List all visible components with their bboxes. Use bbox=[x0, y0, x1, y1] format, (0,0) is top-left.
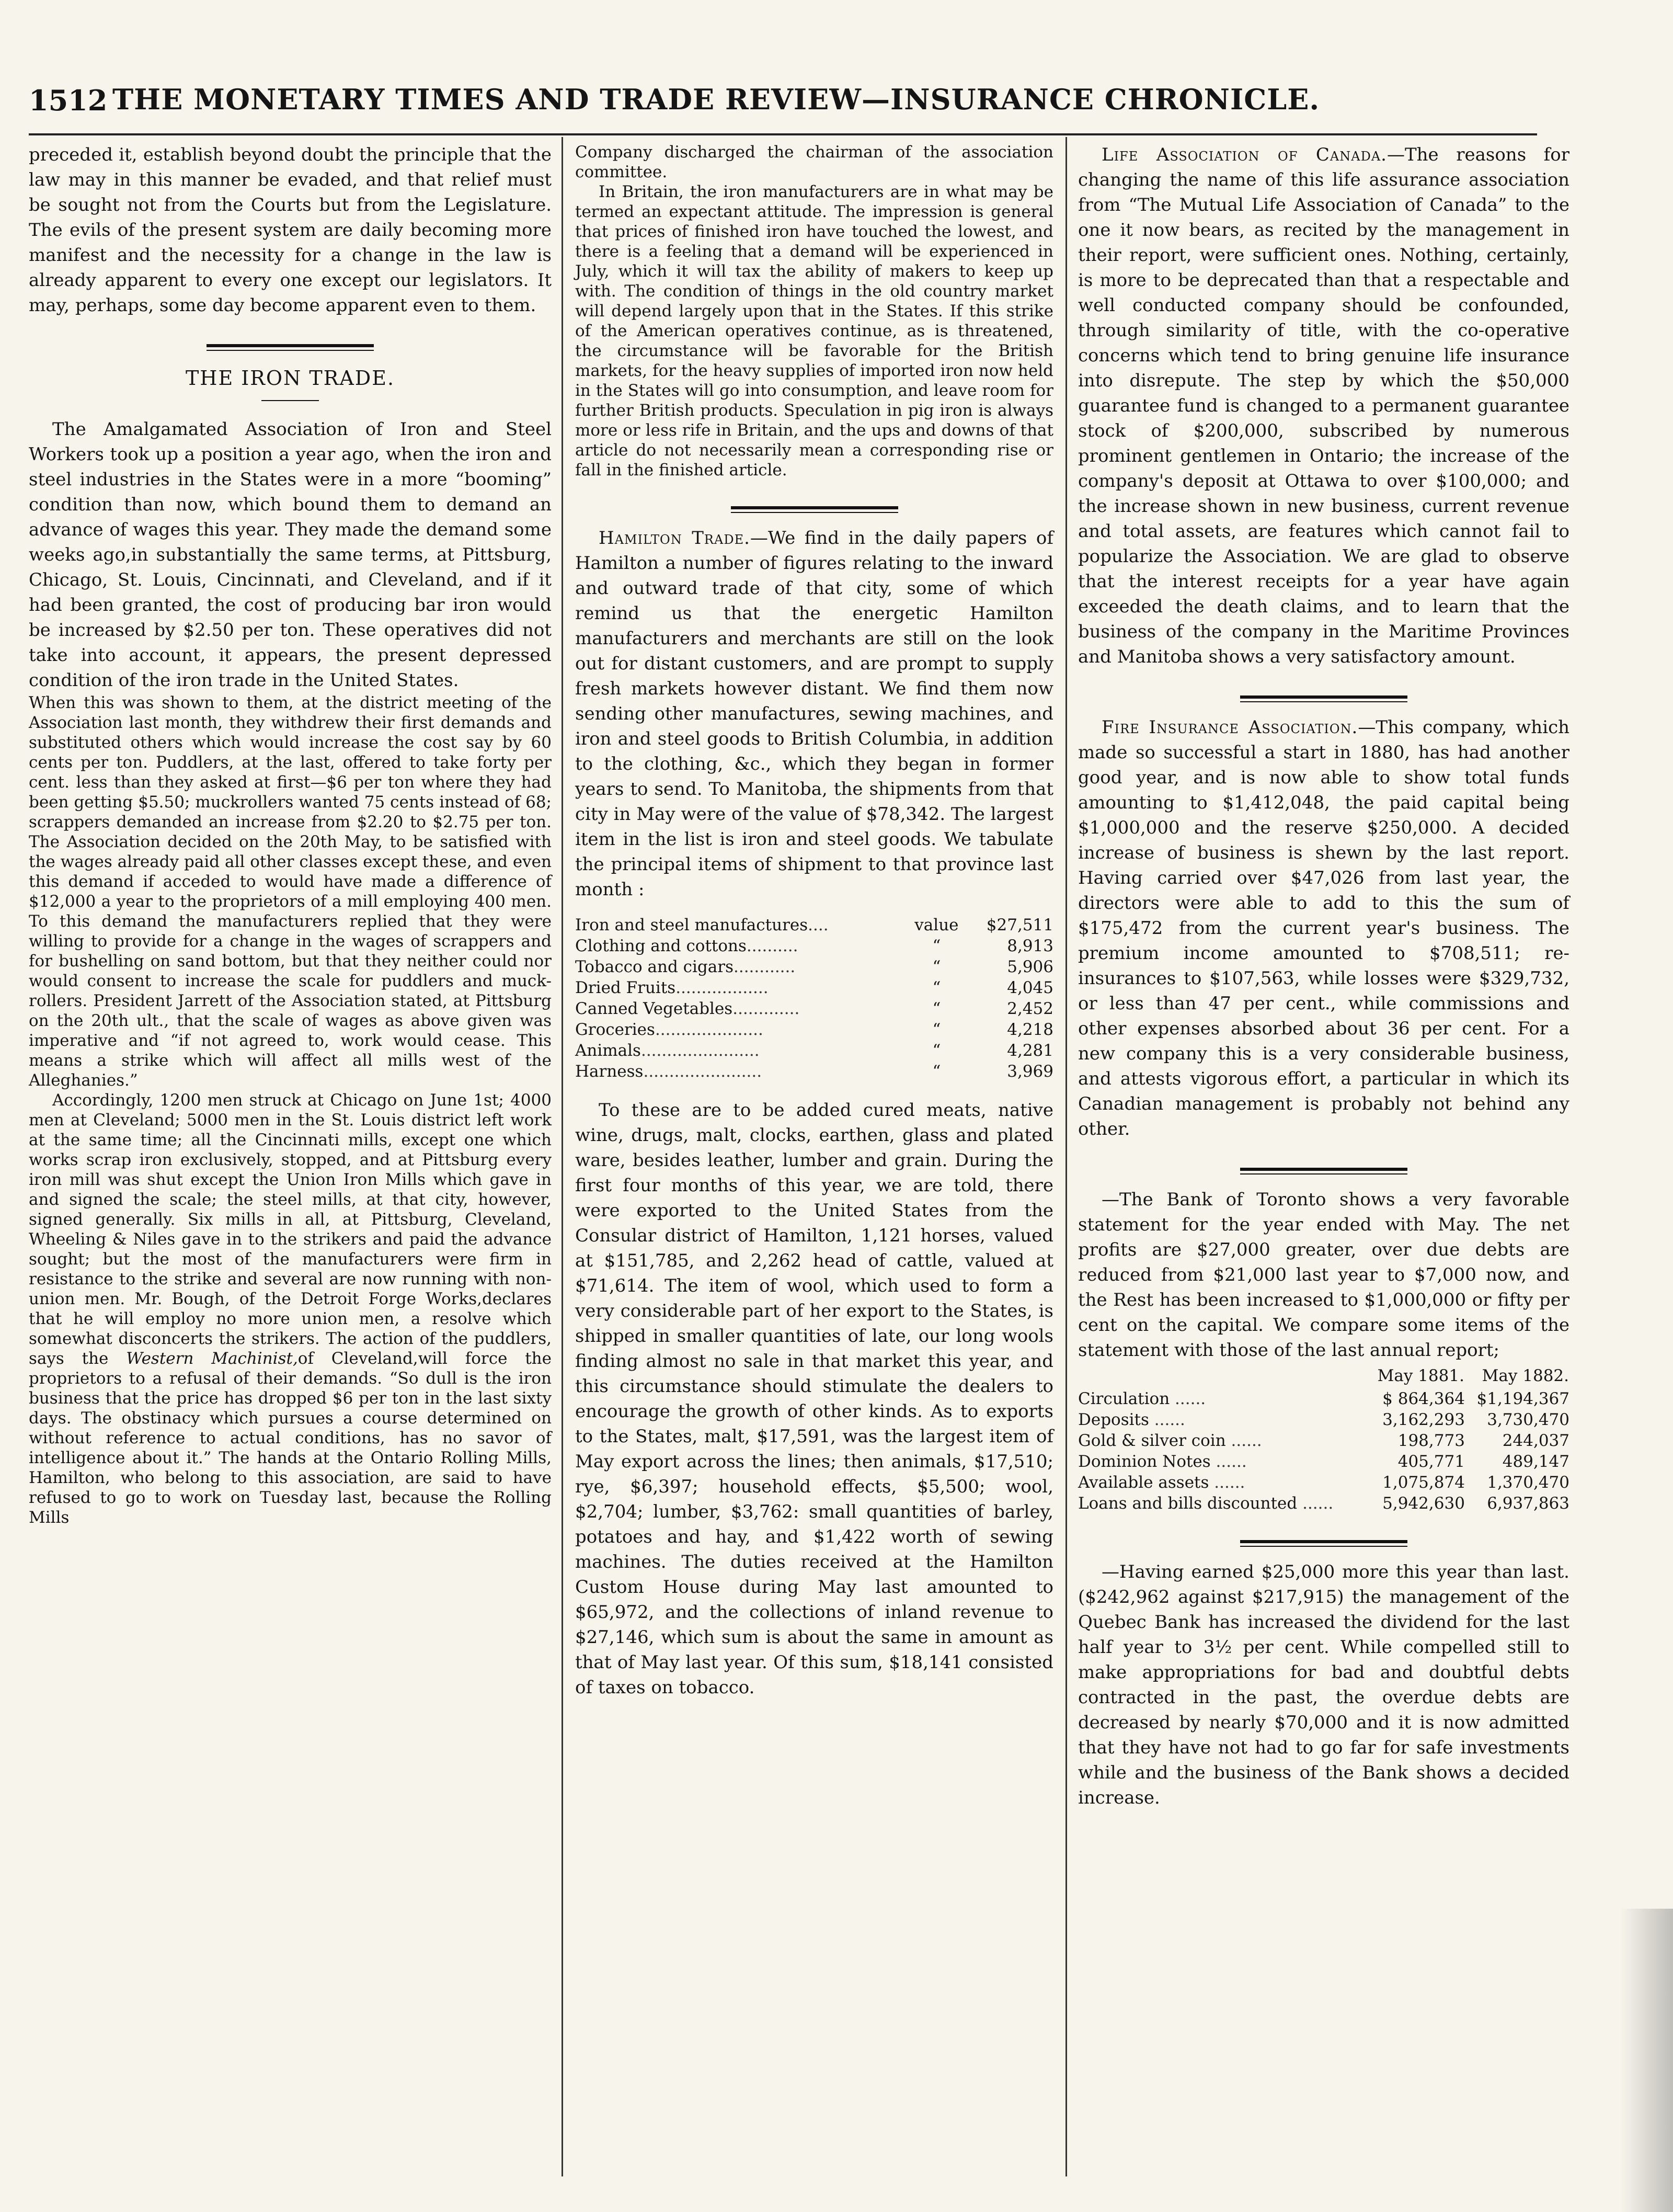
bank-of-toronto-paragraph: —The Bank of Toronto shows a very favorable statement for the year ended with May. The net profits are $27,000 greater, over due debts are reduced from $21,000 last year to $7,000 now, and the Rest has been increased to $1,000,000 or fifty per cent on the capital. We compare some items of the statement with those of the last annual report; bbox=[1078, 1189, 1569, 1361]
shipment-row bbox=[575, 956, 1053, 977]
life-association-paragraph bbox=[1078, 142, 1569, 669]
iron-paragraph-1: The Amalgamated Association of Iron and Steel Workers took up a position a year ago, when the iron and steel industries in the States were in a more “booming” condition than now, which bound them to demand an advance of wages this year. They made the demand some weeks ago,in substantially the same terms, at Pittsburg, Chicago, St. Louis, Cincinnati, and Cleveland, and if it had been granted, the cost of producing bar iron would be increased by $2.50 per ton. These operatives did not take into account, it appears, the present depressed condition of the iron trade in the United States. bbox=[29, 419, 552, 691]
page-header bbox=[29, 78, 1336, 136]
western-machinist-title: Western Machinist, bbox=[126, 1349, 298, 1368]
heading-rule bbox=[261, 400, 319, 401]
shipment-amount: 8,913 bbox=[1007, 937, 1053, 955]
shipment-mark: “ bbox=[932, 999, 941, 1018]
bank-item: Circulation ...... bbox=[1078, 1389, 1206, 1408]
shipment-row bbox=[575, 998, 1053, 1019]
bank-item: Gold & silver coin ...... bbox=[1078, 1431, 1262, 1450]
quebec-bank-paragraph: —Having earned $25,000 more this year than last. ($242,962 against $217,915) the management of the Quebec Bank has increased the dividend for the last half year to 3½ per cent. While compelled still to make appropriations for bad and doubtful debts contracted in the past, the overdue debts are decreased by nearly $70,000 and it is now admitted that they have not had to go far for safe investments while and the business of the Bank shows a decided increase. bbox=[1078, 1561, 1569, 1808]
shipment-item: Clothing and cottons.......... bbox=[575, 937, 798, 955]
bank-row bbox=[1078, 1472, 1569, 1493]
britain-paragraph: In Britain, the iron manufacturers are in what may be termed an expectant attitude. The impression is general that prices of finished iron have touched the lowest, and there is a feeling that a demand will be experienced in July, which it will tax the ability of makers to keep up with. The condition of things in the old country market will depend largely upon that in the States. If this strike of the American operatives continue, as is threatened, the circumstance will be favorable for the British markets, for the heavy supplies of imported iron now held in the States will go into consumption, and leave room for further British products. Speculation in pig iron is always more or less rife in Britain, and the ups and downs of that article do not necessarily mean a corresponding rise or fall in the finished article. bbox=[575, 183, 1053, 480]
bank-value-1882: 3,730,470 bbox=[1487, 1410, 1569, 1429]
iron-trade-heading: THE IRON TRADE. bbox=[185, 367, 395, 390]
shipment-item: Dried Fruits.................. bbox=[575, 978, 769, 997]
fire-insurance-paragraph bbox=[1078, 715, 1569, 1142]
column-divider-1 bbox=[562, 137, 563, 2176]
bank-table-blank-header bbox=[1078, 1365, 1366, 1388]
bank-col-1882: May 1882. bbox=[1482, 1366, 1569, 1385]
bank-value-1882: 489,147 bbox=[1502, 1452, 1569, 1471]
section-rule bbox=[207, 344, 374, 351]
shipment-amount: $27,511 bbox=[986, 916, 1053, 934]
fire-insurance-heading: Fire Insurance Association. bbox=[1102, 717, 1358, 738]
column-2 bbox=[575, 142, 1053, 1700]
shipment-row bbox=[575, 936, 1053, 956]
bank-statement-table bbox=[1078, 1365, 1569, 1514]
bank-item: Dominion Notes ...... bbox=[1078, 1452, 1247, 1471]
bank-value-1882: 244,037 bbox=[1502, 1431, 1569, 1450]
bank-row bbox=[1078, 1430, 1569, 1451]
shipments-table bbox=[575, 915, 1053, 1082]
shipment-item: Harness....................... bbox=[575, 1062, 762, 1081]
shipment-amount: 5,906 bbox=[1007, 957, 1053, 976]
shipment-row bbox=[575, 1061, 1053, 1082]
shipment-amount: 4,281 bbox=[1007, 1041, 1053, 1060]
bank-value-1881: 3,162,293 bbox=[1382, 1410, 1465, 1429]
shipment-item: Groceries..................... bbox=[575, 1020, 763, 1039]
bank-value-1881: 405,771 bbox=[1397, 1452, 1465, 1471]
section-rule bbox=[1240, 695, 1407, 702]
journal-title: THE MONETARY TIMES AND TRADE REVIEW—INSURANCE CHRONICLE. bbox=[112, 83, 1320, 116]
shipment-mark: “ bbox=[932, 1062, 941, 1081]
life-association-text: —The reasons for changing the name of this life assurance association from “The Mutual Life Association of Canada” to the one it now bears, as recited by the management in their report, were sufficient ones. Nothing, certainly, is more to be deprecated than that a respectable and well conducted company should be confounded, through similarity of title, with the co-operative concerns which tend to bring genuine life insurance into disrepute. The step by which the $50,000 guarantee fund is changed to a permanent guarantee stock of $200,000, subscribed by numerous prominent gentlemen in Ontario; the increase of the company's deposit at Ottawa to over $100,000; and the increase shown in new business, current revenue and total assets, are features which cannot fail to popularize the Association. We are glad to observe that the interest receipts for a year have again exceeded the death claims, and to learn that the business of the company in the Maritime Provinces and Manitoba shows a very satisfactory amount. bbox=[1078, 144, 1569, 667]
bank-item: Deposits ...... bbox=[1078, 1410, 1185, 1429]
column-3 bbox=[1078, 142, 1569, 1810]
scan-edge-shadow bbox=[1621, 1909, 1673, 2212]
shipment-mark: “ bbox=[932, 957, 941, 976]
bank-value-1882: 6,937,863 bbox=[1487, 1494, 1569, 1513]
shipment-row bbox=[575, 1040, 1053, 1061]
iron-paragraph-3 bbox=[29, 1090, 552, 1527]
section-rule bbox=[1240, 1540, 1407, 1547]
shipment-item: Canned Vegetables............. bbox=[575, 999, 800, 1018]
shipment-row bbox=[575, 1019, 1053, 1040]
bank-value-1881: $ 864,364 bbox=[1382, 1389, 1465, 1408]
bank-col-1881: May 1881. bbox=[1377, 1366, 1464, 1385]
shipment-amount: 4,218 bbox=[1007, 1020, 1053, 1039]
shipment-item: Animals....................... bbox=[575, 1041, 760, 1060]
iron-paragraph-3-tail: of Cleveland,will force the proprietors to a refusal of their demands. “So dull is the iron business that the price has dropped $6 per ton in the last sixty days. The obstinacy which pursues a course determined on without reference to actual conditions, has no savor of intelligence about it.” The hands at the Ontario Rolling Mills, Hamilton, who belong to this association, are said to have refused to go to work on Tuesday last, because the Rolling Mills bbox=[29, 1349, 552, 1527]
shipment-item: Tobacco and cigars............ bbox=[575, 957, 796, 976]
bank-item: Loans and bills discounted ...... bbox=[1078, 1494, 1334, 1513]
iron-paragraph-2: When this was shown to them, at the district meeting of the Association last month, they withdrew their first demands and substituted others which would increase the cost say by 60 cents per ton. Puddlers, at the last, offered to take forty per cent. less than they asked at first—$6 per ton where they had been getting $5.50; muckrollers wanted 75 cents instead of 68; scrappers demanded an increase from $2.20 to $2.75 per ton. The Association decided on the 20th May, to be satisfied with the wages already paid all other classes except these, and even this demand if acceded to would have made a difference of $12,000 a year to the proprietors of a mill employing 400 men. To this demand the manufacturers replied that they were willing to provide for a change in the wages of scrappers and for bushelling on sand bottom, but that they neither could nor would consent to increase the scale for puddlers and muck-rollers. President Jarrett of the Association stated, at Pittsburg on the 20th ult., that the scale of wages as above given was imperative and “if not agreed to, work would cease. This means a strike which will affect all mills west of the Alleghanies.” bbox=[29, 693, 552, 1090]
bank-row bbox=[1078, 1409, 1569, 1430]
hamilton-trade-heading: Hamilton Trade. bbox=[599, 528, 750, 549]
header-rule bbox=[29, 133, 1537, 135]
fire-insurance-text: —This company, which made so successful a start in 1880, has had another good year, and is now able to show total funds amounting to $1,412,048, the paid capital being $1,000,000 and the reserve $250,000. A decided increase of business is shewn by the last report. Having carried over $47,026 from last year, the directors were able to add to this the sum of $175,472 from the current year's business. The premium income amounted to $708,511; re-insurances to $107,563, while losses were $329,732, or less than 47 per cent., while commissions and other expenses absorbed about 36 per cent. For a new company this is a very considerable business, and attests vigorous effort, a particular in which its Canadian management is probably not behind any other. bbox=[1078, 717, 1570, 1139]
shipment-amount: 3,969 bbox=[1007, 1062, 1053, 1081]
shipment-row bbox=[575, 977, 1053, 998]
bank-value-1882: 1,370,470 bbox=[1487, 1473, 1569, 1492]
shipment-mark: value bbox=[914, 916, 959, 934]
shipment-amount: 2,452 bbox=[1007, 999, 1053, 1018]
life-association-heading: Life Association of Canada. bbox=[1102, 144, 1387, 165]
bank-item: Available assets ...... bbox=[1078, 1473, 1245, 1492]
shipment-mark: “ bbox=[932, 978, 941, 997]
shipment-mark: “ bbox=[932, 937, 941, 955]
hamilton-paragraph-1 bbox=[575, 526, 1053, 902]
bank-value-1881: 1,075,874 bbox=[1382, 1473, 1465, 1492]
bank-row bbox=[1078, 1493, 1569, 1514]
hamilton-paragraph-2: To these are to be added cured meats, native wine, drugs, malt, clocks, earthen, glass and plated ware, besides leather, lumber and grain. During the first four months of this year, we are told, there were exported to the United States from the Consular district of Hamilton, 1,121 horses, valued at $151,785, and 2,262 head of cattle, valued at $71,614. The item of wool, which used to form a very considerable part of her export to the States, is shipped in smaller quantities of late, our long wools finding almost no sale in that market this year, and this circumstance should stimulate the dealers to encourage the growth of other kinds. As to exports to the States, malt, $17,591, was the largest item of May export across the lines; then animals, $17,510; rye, $6,397; household effects, $5,500; wool, $2,704; lumber, $3,762: small quantities of barley, potatoes and hay, and $1,422 worth of sewing machines. The duties received at the Hamilton Custom House during May last amounted to $65,972, and the collections of inland revenue to $27,146, which sum is about the same in amount as that of May last year. Of this sum, $18,141 consisted of taxes on tobacco. bbox=[575, 1100, 1053, 1698]
section-rule bbox=[1240, 1168, 1407, 1175]
bank-value-1881: 198,773 bbox=[1397, 1431, 1465, 1450]
bank-value-1882: $1,194,367 bbox=[1476, 1389, 1569, 1408]
section-rule bbox=[731, 506, 898, 513]
iron-paragraph-3-text: Accordingly, 1200 men struck at Chicago on June 1st; 4000 men at Cleveland; 5000 men in the St. Louis district left work at the same time; all the Cincinnati mills, except one which works scrap iron exclusively, stopped, and at Pittsburg every iron mill was shut except the Union Iron Mills which gave in and signed the scale; the steel mills, at that city, however, signed generally. Six mills in all, at Pittsburg, Cleveland, Wheeling & Niles gave in to the strikers and paid the advance sought; but the most of the manufacturers were firm in resistance to the strike and several are now running with non-union men. Mr. Bough, of the Detroit Forge Works,declares that he will employ no more union men, a resolve which somewhat disconcerts the strikers. The action of the puddlers, says the bbox=[29, 1091, 552, 1368]
shipment-amount: 4,045 bbox=[1007, 978, 1053, 997]
hamilton-paragraph-1-text: —We find in the daily papers of Hamilton a number of figures relating to the inward and outward trade of that city, some of which remind us that the energetic Hamilton manufacturers and merchants are still on the look out for distant customers, and are prompt to supply fresh markets however distant. We find them now sending other manufactures, sewing machines, and iron and steel goods to British Columbia, in addition to the clothing, &c., which they began in former years to send. To Manitoba, the shipments from that city in May were of the value of $78,342. The largest item in the list is iron and steel goods. We tabulate the principal items of shipment to that province last month : bbox=[575, 528, 1053, 900]
shipment-mark: “ bbox=[932, 1020, 941, 1039]
shipment-item: Iron and steel manufactures.... bbox=[575, 916, 829, 934]
bank-row bbox=[1078, 1451, 1569, 1472]
bank-row bbox=[1078, 1388, 1569, 1409]
shipment-row bbox=[575, 915, 1053, 936]
column-1 bbox=[29, 142, 552, 1527]
continued-paragraph: Company discharged the chairman of the association committee. bbox=[575, 143, 1053, 181]
column-divider-2 bbox=[1065, 137, 1067, 2176]
page-number: 1512 bbox=[29, 84, 108, 117]
shipment-mark: “ bbox=[932, 1041, 941, 1060]
bank-value-1881: 5,942,630 bbox=[1382, 1494, 1465, 1513]
intro-paragraph: preceded it, establish beyond doubt the principle that the law may in this manner be evaded, and that relief must be sought not from the Courts but from the Legislature. The evils of the present system are daily becoming more manifest and the necessity for a change in the law is already apparent to every one except our legislators. It may, perhaps, some day become apparent even to them. bbox=[29, 144, 552, 316]
